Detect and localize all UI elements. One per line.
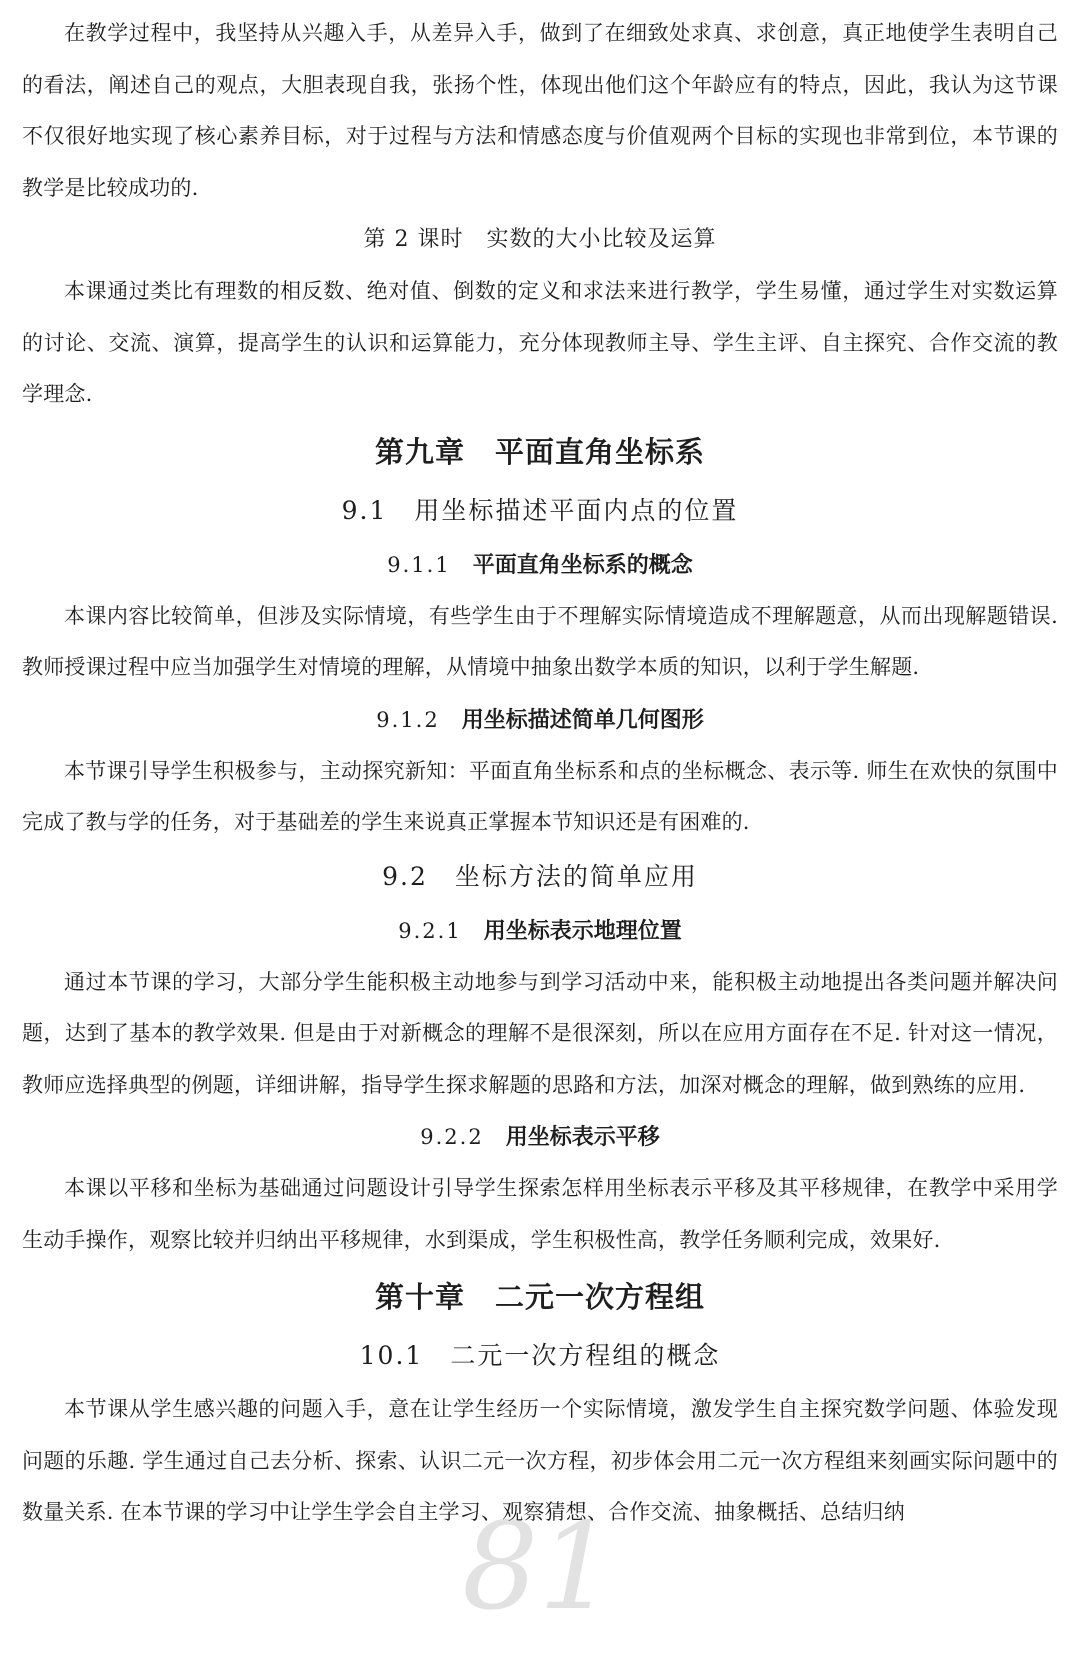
- subsection-9-2-2-heading: [22, 1111, 1058, 1163]
- subsection-9-2-1-heading: [22, 905, 1058, 957]
- section-10-1-title: 10.1 二元一次方程组的概念: [359, 1341, 721, 1370]
- subsection-title: 用坐标描述简单几何图形: [461, 707, 704, 733]
- paragraph-9-2-1: 通过本节课的学习，大部分学生能积极主动地参与到学习活动中来，能积极主动地提出各类问题并解决问题，达到了基本的教学效果. 但是由于对新概念的理解不是很深刻，所以在应用方面存在不足. 针对这一情况，教师应选择典型的例题，详细讲解，指导学生探求解题的思路和方法，加深对概念的理解，做到熟练的应用.: [22, 969, 1058, 1097]
- subsection-9-1-2-heading: [22, 694, 1058, 746]
- chapter-10-title: 第十章 二元一次方程组: [374, 1280, 705, 1314]
- subsection-9-1-1-heading: [22, 539, 1058, 591]
- paragraph-9-2-2: 本课以平移和坐标为基础通过问题设计引导学生探索怎样用坐标表示平移及其平移规律，在教学中采用学生动手操作，观察比较并归纳出平移规律，水到渠成，学生积极性高，教学任务顺利完成，效果好.: [22, 1176, 1058, 1252]
- lesson-title: 第 2 课时 实数的大小比较及运算: [363, 227, 717, 252]
- paragraph-9-1-1: 本课内容比较简单，但涉及实际情境，有些学生由于不理解实际情境造成不理解题意，从而出现解题错误. 教师授课过程中应当加强学生对情境的理解，从情境中抽象出数学本质的知识，以利于学生解题.: [22, 603, 1058, 679]
- paragraph-teaching-reflection: 在教学过程中，我坚持从兴趣入手，从差异入手，做到了在细致处求真、求创意，真正地使学生表明自己的看法，阐述自己的观点，大胆表现自我，张扬个性，体现出他们这个年龄应有的特点，因此，我认为这节课不仅很好地实现了核心素养目标，对于过程与方法和情感态度与价值观两个目标的实现也非常到位，本节课的教学是比较成功的.: [22, 21, 1058, 200]
- chapter-9-title: 第九章 平面直角坐标系: [374, 434, 705, 469]
- paragraph-real-number-operations: 本课通过类比有理数的相反数、绝对值、倒数的定义和求法来进行教学，学生易懂，通过学生对实数运算的讨论、交流、演算，提高学生的认识和运算能力，充分体现教师主导、学生主评、自主探究、合作交流的教学理念.: [22, 279, 1058, 406]
- document-page: [22, 8, 1058, 1539]
- subsection-number: 9.2.2: [420, 1125, 484, 1149]
- subsection-title: 用坐标表示地理位置: [483, 918, 682, 944]
- subsection-number: 9.1.1: [387, 552, 451, 577]
- subsection-number: 9.2.1: [398, 918, 462, 943]
- subsection-title: 平面直角坐标系的概念: [472, 552, 693, 578]
- subsection-title: 用坐标表示平移: [505, 1125, 660, 1150]
- section-9-2-title: 9.2 坐标方法的简单应用: [382, 861, 698, 891]
- paragraph-9-1-2: 本节课引导学生积极参与，主动探究新知：平面直角坐标系和点的坐标概念、表示等. 师生在欢快的氛围中完成了教与学的任务，对于基础差的学生来说真正掌握本节知识还是有困难的.: [22, 758, 1058, 834]
- paragraph-10-1: 本节课从学生感兴趣的问题入手，意在让学生经历一个实际情境，激发学生自主探究数学问题、体验发现问题的乐趣. 学生通过自己去分析、探索、认识二元一次方程，初步体会用二元一次方程组来刻画实际问题中的数量关系. 在本节课的学习中让学生学会自主学习、观察猜想、合作交流、抽象概括、总结归纳: [22, 1397, 1058, 1524]
- subsection-number: 9.1.2: [376, 707, 440, 732]
- page-number: 81: [462, 1498, 615, 1637]
- section-9-1-title: 9.1 用坐标描述平面内点的位置: [341, 495, 739, 525]
